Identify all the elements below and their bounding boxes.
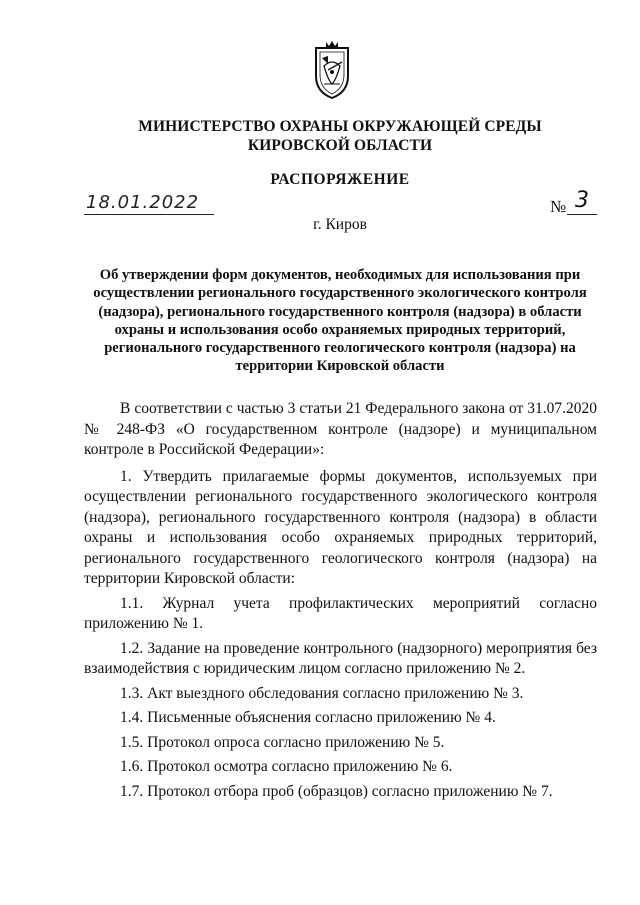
item-1-2-paragraph: 1.2. Задание на проведение контрольного (надзорного) мероприятия без взаимодействия с юридическим лицом согласно приложению № 2. bbox=[84, 639, 597, 677]
city-name: г. Киров bbox=[313, 216, 367, 233]
document-number: 3 bbox=[567, 188, 597, 215]
ministry-name bbox=[60, 117, 620, 155]
item-1-7-paragraph: 1.7. Протокол отбора проб (образцов) согласно приложению № 7. bbox=[120, 782, 553, 800]
item-1-5-paragraph: 1.5. Протокол опроса согласно приложению № 5. bbox=[120, 733, 445, 751]
ministry-name-line1: МИНИСТЕРСТВО ОХРАНЫ ОКРУЖАЮЩЕЙ СРЕДЫ bbox=[138, 118, 542, 135]
document-subject: Об утверждении форм документов, необходимых для использования при осуществлении регионального государственного экологического контроля (надзора), регионального государственного контроля (надзора) в области охраны и использования особо охраняемых природных территорий, регионального государственного геологического контроля (надзора) на территории Кировской области bbox=[93, 267, 587, 375]
number-sign: № bbox=[550, 197, 567, 216]
document-body bbox=[84, 399, 597, 806]
item-1-paragraph: 1. Утвердить прилагаемые формы документов, используемых при осуществлении регионального государственного экологического контроля (надзора), регионального государственного контроля (надзора) в области охраны и использования особо охраняемых природных территорий, регионального государственного геологического контроля (надзора) на территории Кировской области: bbox=[84, 467, 597, 587]
ministry-name-line2: КИРОВСКОЙ ОБЛАСТИ bbox=[247, 137, 433, 154]
item-1-6-paragraph: 1.6. Протокол осмотра согласно приложению № 6. bbox=[120, 758, 453, 775]
intro-paragraph: В соответствии с частью 3 статьи 21 Федерального закона от 31.07.2020 № 248-ФЗ «О государственном контроле (надзоре) и муниципальном контроле в Российской Федерации»: bbox=[84, 400, 597, 458]
document-type-title: РАСПОРЯЖЕНИЕ bbox=[270, 171, 410, 188]
item-1-1-paragraph: 1.1. Журнал учета профилактических мероприятий согласно приложению № 1. bbox=[84, 594, 597, 632]
item-1-4-paragraph: 1.4. Письменные объяснения согласно приложению № 4. bbox=[120, 709, 496, 726]
item-1-3-paragraph: 1.3. Акт выездного обследования согласно приложению № 3. bbox=[120, 684, 524, 702]
document-date: 18.01.2022 bbox=[84, 192, 214, 215]
kirov-coat-of-arms-icon bbox=[306, 40, 358, 100]
